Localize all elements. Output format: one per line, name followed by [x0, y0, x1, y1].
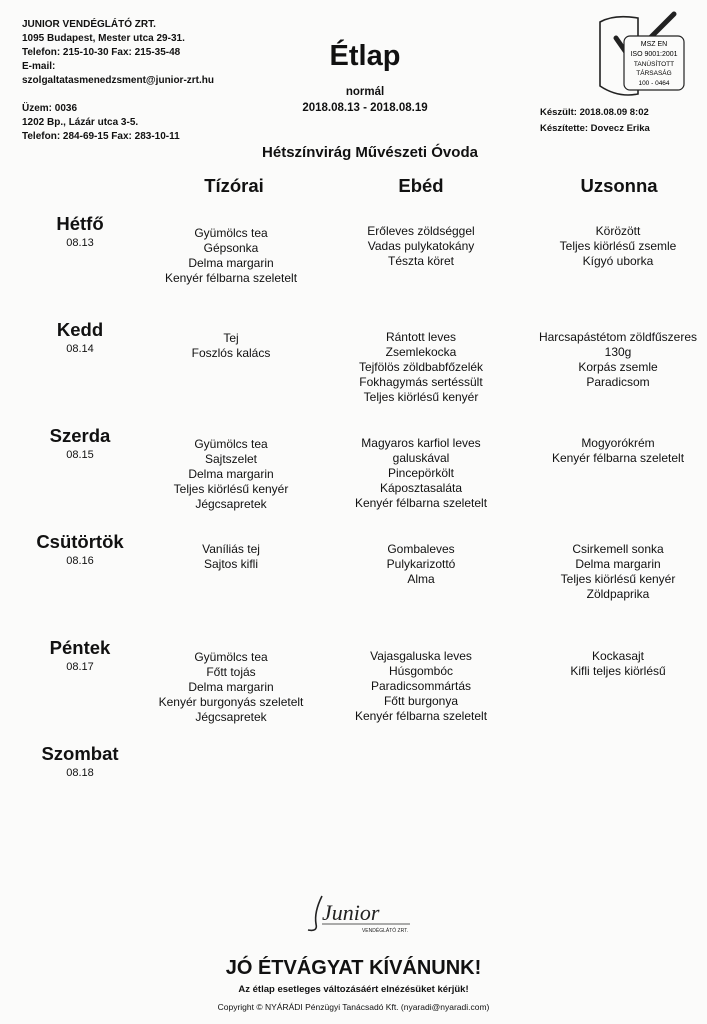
- friday-uzsonna: [503, 649, 707, 679]
- menu-item: galuskával: [392, 451, 450, 465]
- menu-item: Gyümölcs tea: [194, 226, 268, 240]
- menu-item: Teljes kiörlésű zsemle: [559, 239, 677, 253]
- tuesday-uzsonna: [503, 330, 707, 390]
- menu-item: Kenyér félbarna szeletelt: [164, 271, 298, 285]
- menu-item: Vajasgaluska leves: [370, 649, 472, 663]
- footer-copyright: Copyright © NYÁRÁDI Pénzügyi Tanácsadó Kft. (nyaradi@nyaradi.com): [217, 1002, 490, 1012]
- friday-ebed: [306, 649, 536, 724]
- menu-item: Teljes kiörlésű kenyér: [173, 482, 289, 496]
- menu-item: Vadas pulykatokány: [367, 239, 475, 253]
- cert-line-4: TÁRSASÁG: [636, 70, 672, 77]
- column-header-ebed: Ebéd: [398, 175, 444, 196]
- menu-item: Gombaleves: [387, 542, 455, 556]
- day-date: 08.13: [66, 237, 94, 249]
- cert-line-2: ISO 9001:2001: [630, 51, 678, 58]
- menu-item: Korpás zsemle: [578, 360, 658, 374]
- menu-item: Gyümölcs tea: [194, 437, 268, 451]
- junior-logo: [300, 890, 420, 936]
- menu-item: Gyümölcs tea: [194, 650, 268, 664]
- day-date: 08.14: [66, 343, 94, 355]
- day-date: 08.16: [66, 555, 94, 567]
- school-name: Hétszínvirág Művészeti Óvoda: [262, 144, 478, 161]
- menu-item: Jégcsapretek: [195, 497, 267, 511]
- logo-name: Junior: [322, 900, 380, 925]
- menu-item: Pincepörkölt: [387, 466, 455, 480]
- menu-mode: normál: [345, 86, 385, 98]
- day-name: Szombat: [41, 743, 119, 764]
- menu-item: Tej: [223, 331, 239, 345]
- iso-certificate-badge: [594, 8, 690, 98]
- menu-item: Alma: [407, 572, 435, 586]
- day-date: 08.18: [66, 767, 94, 779]
- menu-item: Gépsonka: [203, 241, 259, 255]
- menu-item: Foszlós kalács: [191, 346, 271, 360]
- company-phone-fax: Telefon: 215-10-30 Fax: 215-35-48: [22, 47, 181, 58]
- wednesday-ebed: [306, 436, 536, 511]
- company-email-label: E-mail:: [22, 61, 56, 72]
- menu-item: Körözött: [595, 224, 641, 238]
- menu-item: Húsgombóc: [388, 664, 454, 678]
- menu-item: Főtt burgonya: [383, 694, 459, 708]
- cert-line-5: 100 - 0464: [638, 80, 670, 87]
- menu-item: Delma margarin: [575, 557, 661, 571]
- cert-line-1: MSZ EN: [640, 41, 668, 48]
- menu-item: Sajtszelet: [204, 452, 258, 466]
- menu-item: Zsemlekocka: [385, 345, 457, 359]
- menu-item: Delma margarin: [188, 256, 274, 270]
- day-date: 08.15: [66, 449, 94, 461]
- menu-item: Magyaros karfiol leves: [361, 436, 481, 450]
- menu-item: Jégcsapretek: [195, 710, 267, 724]
- author: Készítette: Dovecz Erika: [540, 123, 650, 134]
- menu-item: Kenyér burgonyás szeletelt: [158, 695, 304, 709]
- day-name: Szerda: [49, 425, 111, 446]
- logo-flourish-icon: [308, 896, 322, 930]
- menu-item: Teljes kiörlésű kenyér: [560, 572, 676, 586]
- cert-line-3: TANÚSÍTOTT: [633, 61, 675, 68]
- menu-item: Erőleves zöldséggel: [367, 224, 475, 238]
- menu-item: Paradicsommártás: [370, 679, 472, 693]
- menu-item: Mogyorókrém: [581, 436, 655, 450]
- day-name: Csütörtök: [36, 531, 124, 552]
- thursday-ebed: [306, 542, 536, 587]
- menu-item: Paradicsom: [586, 375, 650, 389]
- menu-item: Főtt tojás: [206, 665, 256, 679]
- menu-item: Teljes kiörlésű kenyér: [363, 390, 479, 404]
- menu-item: Harcsapástétom zöldfűszeres: [538, 330, 698, 344]
- plant-address: 1202 Bp., Lázár utca 3-5.: [22, 117, 139, 128]
- logo-sub: VENDÉGLÁTÓ ZRT.: [361, 928, 408, 934]
- menu-item: Kenyér félbarna szeletelt: [354, 709, 488, 723]
- company-name: JUNIOR VENDÉGLÁTÓ ZRT.: [22, 19, 156, 30]
- menu-item: Sajtos kifli: [203, 557, 259, 571]
- monday-uzsonna: [503, 224, 707, 269]
- menu-item: Kígyó uborka: [582, 254, 654, 268]
- menu-item: Pulykarizottó: [386, 557, 456, 571]
- day-date: 08.17: [66, 661, 94, 673]
- day-name: Hétfő: [56, 213, 104, 234]
- menu-item: Rántott leves: [385, 330, 457, 344]
- company-email: szolgaltatasmenedzsment@junior-zrt.hu: [22, 75, 214, 86]
- wednesday-uzsonna: [503, 436, 707, 466]
- page-title: Étlap: [329, 40, 401, 72]
- company-info: [22, 18, 282, 88]
- day-name: Péntek: [49, 637, 111, 658]
- menu-item: 130g: [604, 345, 632, 359]
- menu-item: Kenyér félbarna szeletelt: [551, 451, 685, 465]
- document-meta: [540, 105, 705, 137]
- column-header-uzsonna: Uzsonna: [580, 175, 658, 196]
- footer-wish: JÓ ÉTVÁGYAT KÍVÁNUNK!: [225, 957, 482, 979]
- menu-item: Kockasajt: [591, 649, 645, 663]
- plant-phone-fax: Telefon: 284-69-15 Fax: 283-10-11: [22, 131, 180, 142]
- menu-item: Káposztasaláta: [379, 481, 463, 495]
- created-date: Készült: 2018.08.09 8:02: [540, 107, 649, 118]
- menu-item: Kenyér félbarna szeletelt: [354, 496, 488, 510]
- day-name: Kedd: [56, 319, 104, 340]
- menu-item: Tejfölös zöldbabfőzelék: [358, 360, 484, 374]
- monday-ebed: [306, 224, 536, 269]
- menu-item: Tészta köret: [387, 254, 455, 268]
- menu-item: Vaníliás tej: [202, 542, 260, 556]
- footer-note: Az étlap esetleges változásáért elnézésüket kérjük!: [238, 984, 469, 995]
- plant-id: Üzem: 0036: [22, 103, 78, 114]
- column-header-tizorai: Tízórai: [204, 175, 264, 196]
- day-label-saturday: [20, 743, 140, 779]
- thursday-uzsonna: [503, 542, 707, 602]
- menu-item: Fokhagymás sertéssült: [359, 375, 483, 389]
- menu-item: Delma margarin: [188, 467, 274, 481]
- menu-period: 2018.08.13 - 2018.08.19: [302, 102, 428, 114]
- menu-item: Kifli teljes kiörlésű: [570, 664, 666, 678]
- tuesday-ebed: [306, 330, 536, 405]
- menu-item: Delma margarin: [188, 680, 274, 694]
- menu-item: Csirkemell sonka: [572, 542, 664, 556]
- plant-info: [22, 102, 282, 144]
- company-address: 1095 Budapest, Mester utca 29-31.: [22, 33, 185, 44]
- menu-item: Zöldpaprika: [586, 587, 650, 601]
